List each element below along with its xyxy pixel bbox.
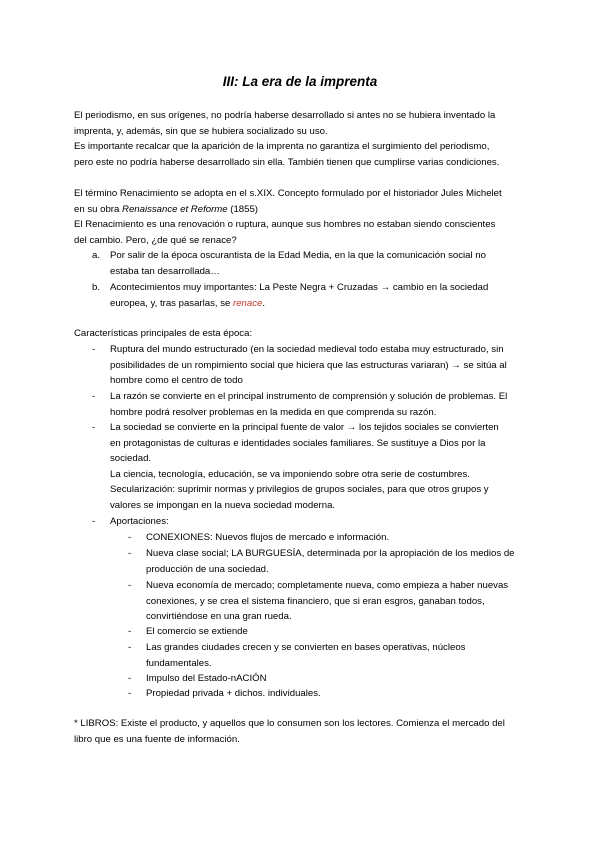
list-item (110, 248, 486, 279)
sub-bullet-item (146, 578, 508, 625)
page-title: III: La era de la imprenta (222, 74, 378, 89)
text-line: La razón se convierte en el principal instrumento de comprensión y solución de problemas. El (110, 391, 508, 402)
text-line: pero este no podría haberse desarrollado sin ella. También tienen que cumplirse varias condiciones. (74, 156, 500, 168)
sub-bullet-marker: - (128, 626, 132, 637)
text-line: Por salir de la época oscurantista de la Edad Media, en la que la comunicación social no (110, 250, 486, 261)
text-line: estaba tan desarrollada… (110, 265, 220, 277)
sub-bullet-marker: - (128, 673, 132, 684)
sub-bullet-item (146, 624, 248, 640)
text-line: sociedad. (110, 453, 152, 465)
text-line: Las grandes ciudades crecen y se convierten en bases operativas, núcleos (146, 642, 466, 653)
libros-paragraph (74, 716, 534, 747)
bullet-item (110, 514, 169, 530)
text-line: imprenta, y, además, sin que se hubiera socializado su uso. (74, 125, 328, 137)
sub-bullet-item (146, 530, 389, 546)
sub-bullet-item (146, 546, 515, 577)
section-heading: Características principales de esta época: (74, 328, 253, 339)
text-line: Propiedad privada + dichos. individuales. (146, 688, 321, 699)
text-line: Impulso del Estado-nACIÓN (146, 673, 267, 684)
text-fragment: . (262, 297, 266, 309)
text-line: producción de una sociedad. (146, 563, 269, 575)
text-line: El comercio se extiende (146, 626, 248, 637)
text-line: Nueva economía de mercado; completamente nueva, como empieza a haber nuevas (146, 580, 509, 591)
bullet-item (110, 420, 499, 514)
text-line: Secularización: suprimir normas y privilegios de grupos sociales, para que otros grupos y (110, 484, 489, 496)
text-line: La sociedad se convierte en la principal fuente de valor → los tejidos sociales se convierten (110, 422, 499, 433)
bullet-marker: - (92, 516, 96, 527)
text-line: El periodismo, en sus orígenes, no podría haberse desarrollado si antes no se hubiera inventado la (74, 110, 496, 121)
sub-bullet-marker: - (128, 548, 132, 559)
text-line: valores se impongan en la nueva sociedad moderna. (110, 499, 336, 511)
text-line: fundamentales. (146, 657, 212, 669)
text-fragment: en su obra (74, 203, 123, 215)
text-line: posibilidades de un rompimiento social que hiciera que las estructuras variaran) → se sitúa al (110, 359, 507, 371)
text-line: en protagonistas de culturas e identidades sociales familiares. Se sustituye a Dios por la (110, 437, 486, 449)
work-title: Renaissance et Reforme (122, 203, 228, 215)
text-fragment: (1855) (227, 203, 259, 215)
bullet-item (110, 389, 507, 420)
bullet-marker: - (92, 391, 96, 402)
sub-bullet-item (146, 640, 465, 671)
text-fragment: europea, y, tras pasarlas, se (110, 297, 234, 309)
text-line: El término Renacimiento se adopta en el s.XIX. Concepto formulado por el historiador Jules Michelet (74, 188, 502, 199)
text-line: Acontecimientos muy importantes: La Peste Negra + Cruzadas → cambio en la sociedad (110, 282, 489, 293)
bullet-item (110, 342, 507, 389)
highlighted-word: renace (233, 297, 263, 309)
text-line: Ruptura del mundo estructurado (en la sociedad medieval todo estaba muy estructurado, sin (110, 344, 504, 355)
sub-bullet-item (146, 686, 321, 702)
text-line: CONEXIONES: Nuevos flujos de mercado e información. (146, 532, 390, 543)
text-line: libro que es una fuente de información. (74, 733, 240, 745)
text-line: Nueva clase social; LA BURGUESÍA, determinada por la apropiación de los medios de (146, 548, 515, 559)
text-line: La ciencia, tecnología, educación, se va imponiendo sobre otra serie de costumbres. (110, 468, 470, 480)
bullet-marker: - (92, 422, 96, 433)
text-line (74, 202, 534, 218)
sub-bullet-marker: - (128, 580, 132, 591)
text-line: conexiones, y se crea el sistema financiero, que si eran esgros, ganaban todos, (146, 595, 485, 607)
text-line: hombre podrá resolver problemas en la medida en que comprenda su razón. (110, 406, 437, 418)
intro-paragraph (74, 108, 534, 170)
text-line: hombre como el centro de todo (110, 375, 243, 387)
list-marker: a. (92, 250, 101, 261)
list-marker: b. (92, 282, 101, 293)
text-line (110, 296, 488, 312)
sub-bullet-item (146, 671, 267, 687)
bullet-marker: - (92, 344, 96, 355)
text-line: convirtiéndose en una gran rueda. (146, 611, 292, 623)
text-line: Es importante recalcar que la aparición de la imprenta no garantiza el surgimiento del periodismo, (74, 141, 490, 153)
sub-bullet-marker: - (128, 642, 132, 653)
list-item (110, 280, 488, 311)
text-line: El Renacimiento es una renovación o ruptura, aunque sus hombres no estaban siendo conscientes (74, 219, 496, 231)
sub-bullet-marker: - (128, 688, 132, 699)
sub-bullet-marker: - (128, 532, 132, 543)
text-line: * LIBROS: Existe el producto, y aquellos que lo consumen son los lectores. Comienza el mercado del (74, 718, 505, 729)
text-line: Aportaciones: (110, 516, 169, 527)
text-line: del cambio. Pero, ¿de qué se renace? (74, 234, 237, 246)
renacimiento-paragraph (74, 186, 534, 248)
